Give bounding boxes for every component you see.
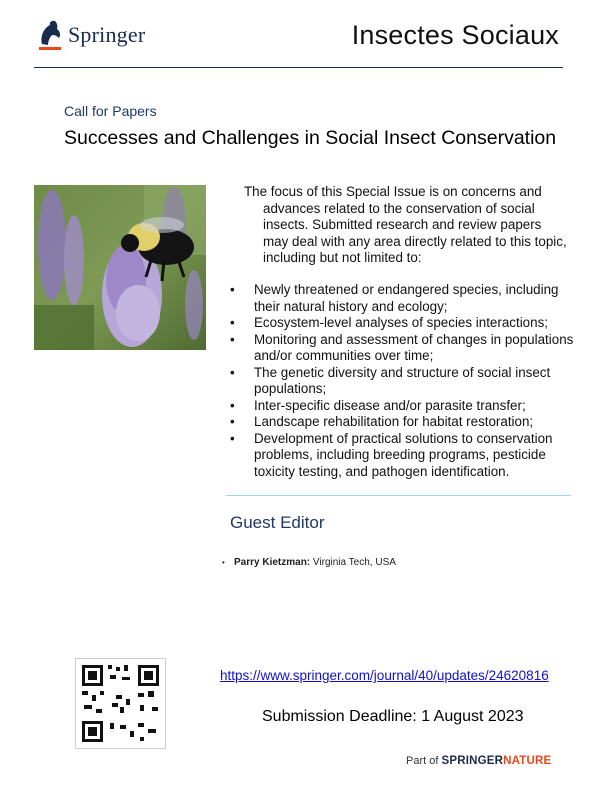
bullet-icon: • xyxy=(230,414,235,429)
editor-affiliation: Virginia Tech, USA xyxy=(310,557,396,568)
list-item xyxy=(230,398,575,415)
part-of-label: Part of xyxy=(406,755,439,767)
nature-wordmark: NATURE xyxy=(503,755,552,767)
issue-link[interactable]: https://www.springer.com/journal/40/updates/24620816 xyxy=(220,668,549,683)
qr-code[interactable] xyxy=(75,658,166,749)
bullet-icon: • xyxy=(230,315,235,330)
topic-text: Ecosystem-level analyses of species interactions; xyxy=(254,315,548,330)
list-item xyxy=(230,315,575,332)
springer-nature-logo xyxy=(406,755,551,767)
list-item xyxy=(230,414,575,431)
journal-title: Insectes Sociaux xyxy=(351,20,559,50)
bullet-icon: • xyxy=(222,558,225,567)
springer-wordmark: SPRINGER xyxy=(441,755,504,767)
call-for-papers-label: Call for Papers xyxy=(64,103,157,119)
section-divider xyxy=(226,495,571,496)
list-item xyxy=(230,332,575,365)
special-issue-title: Successes and Challenges in Social Insect Conservation xyxy=(64,127,557,149)
springer-horse-icon xyxy=(36,18,64,52)
bullet-icon: • xyxy=(230,364,235,380)
bullet-icon: • xyxy=(230,397,235,413)
list-item xyxy=(230,365,575,398)
list-item xyxy=(230,282,575,315)
bullet-icon: • xyxy=(230,331,235,347)
editor-name: Parry Kietzman: xyxy=(234,557,311,568)
intro-text: The focus of this Special Issue is on concerns and advances related to the conservation of social insects. Submitted research and review papers may deal with any area directly related to this topic, including but not limited to: xyxy=(244,184,567,265)
list-item xyxy=(230,431,575,481)
publisher-name: Springer xyxy=(68,22,146,47)
bee-on-flower-image xyxy=(34,185,206,350)
guest-editor-entry xyxy=(222,557,396,568)
topic-text: Landscape rehabilitation for habitat restoration; xyxy=(254,414,534,429)
submission-deadline: Submission Deadline: 1 August 2023 xyxy=(262,708,524,725)
bullet-icon: • xyxy=(230,282,235,297)
bullet-icon: • xyxy=(230,430,235,446)
header-divider xyxy=(34,67,563,68)
topics-list xyxy=(230,282,575,480)
springer-logo xyxy=(36,18,166,52)
topic-text: Inter-specific disease and/or parasite transfer; xyxy=(254,397,526,413)
bee-photo xyxy=(34,185,206,350)
intro-paragraph xyxy=(244,184,570,267)
guest-editor-heading: Guest Editor xyxy=(230,513,325,532)
qr-code-icon xyxy=(76,659,165,748)
topic-text: Development of practical solutions to conservation problems, including breeding programs, pesticide toxicity testing, and pathogen identification. xyxy=(254,430,553,479)
topic-text: The genetic diversity and structure of social insect populations; xyxy=(254,364,551,396)
topic-text: Monitoring and assessment of changes in populations and/or communities over time; xyxy=(254,331,574,363)
topic-text: Newly threatened or endangered species, including their natural history and ecology; xyxy=(254,282,559,314)
